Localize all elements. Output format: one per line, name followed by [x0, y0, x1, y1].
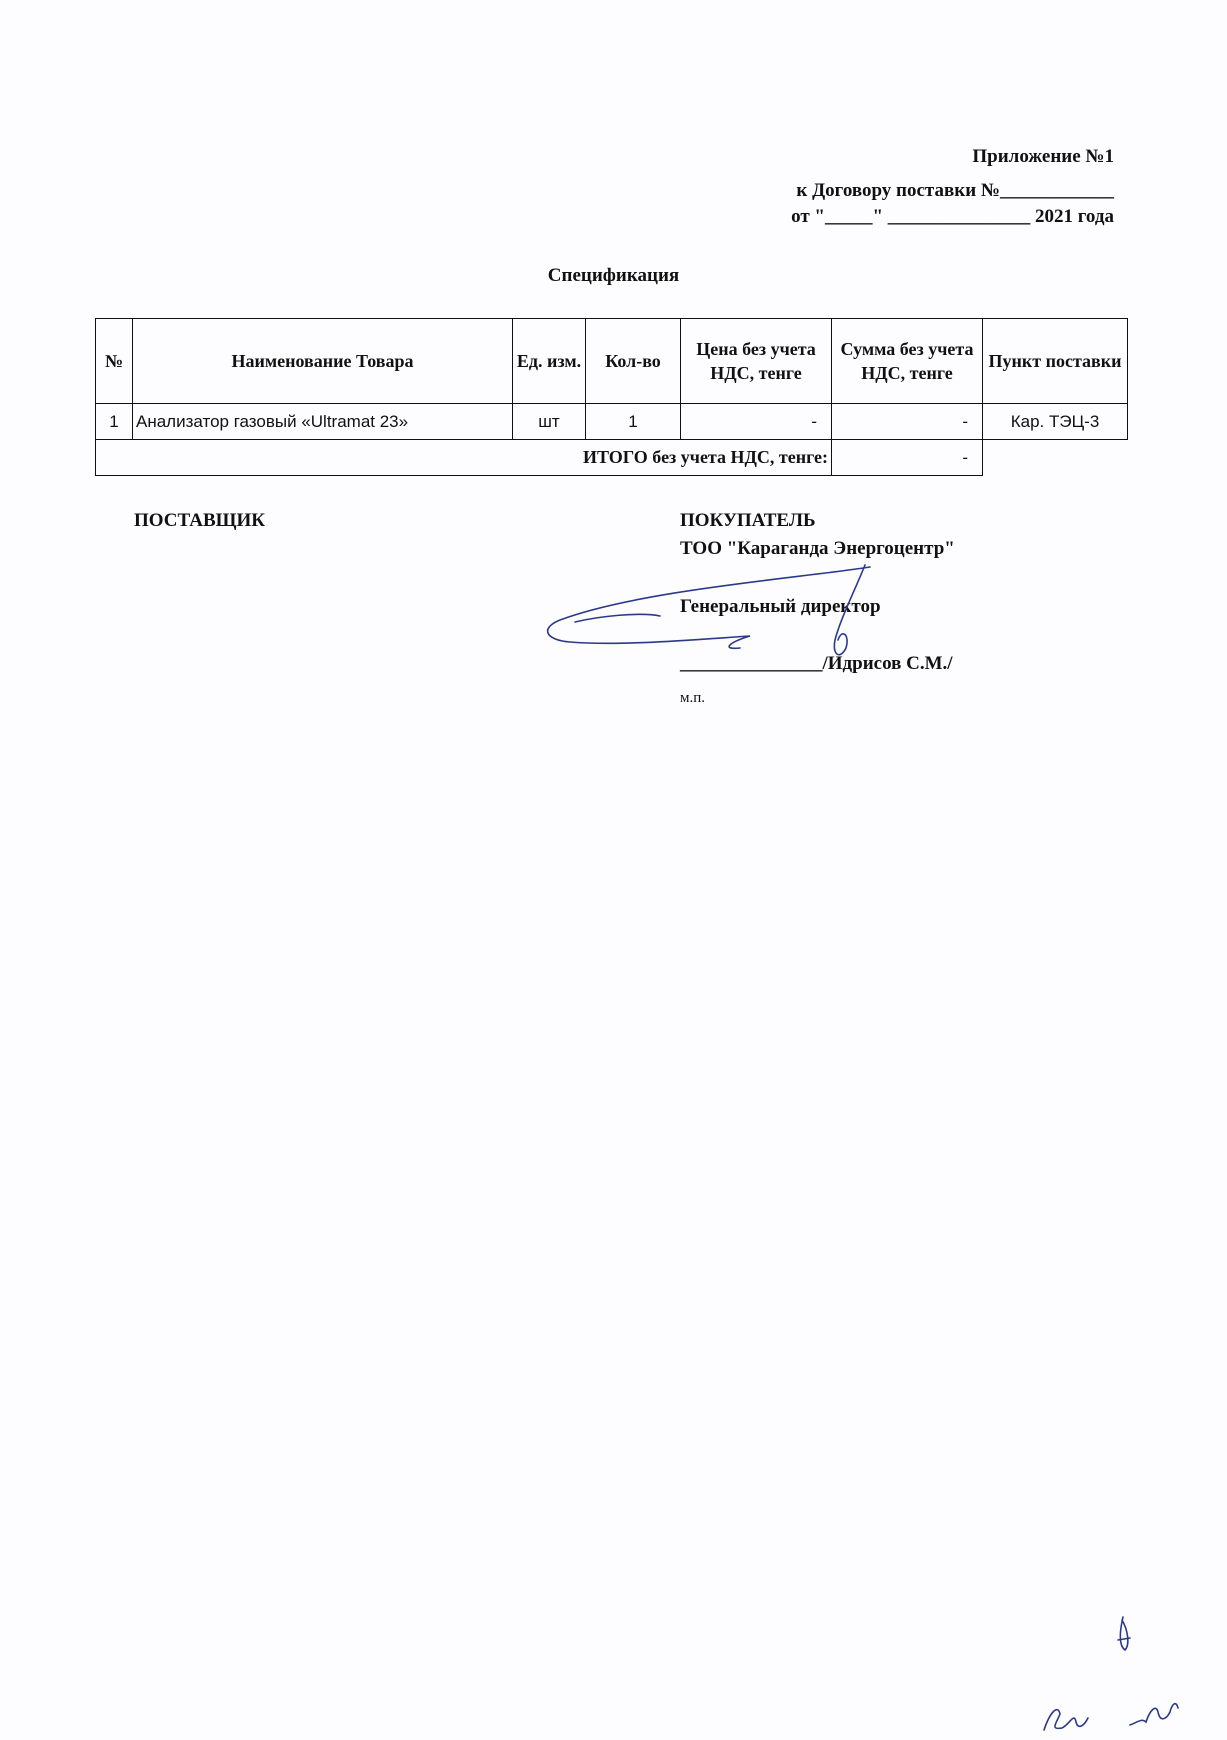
column-header-name: Наименование Товара — [133, 319, 513, 404]
total-label: ИТОГО без учета НДС, тенге: — [96, 440, 832, 476]
contract-date: от "_____" _______________ 2021 года — [791, 206, 1114, 227]
appendix-title: Приложение №1 — [972, 146, 1114, 167]
cell-delivery-point: Кар. ТЭЦ-3 — [983, 404, 1128, 440]
corner-initials-right — [1130, 1704, 1178, 1725]
corner-initials-left — [1044, 1710, 1088, 1730]
total-value: - — [832, 440, 983, 476]
stamp-label: м.п. — [680, 690, 706, 706]
cell-number: 1 — [96, 404, 133, 440]
director-signature-stroke — [834, 565, 865, 655]
column-header-sum: Сумма без учета НДС, тенге — [832, 319, 983, 404]
director-signature — [548, 567, 870, 648]
page-title: Спецификация — [547, 265, 680, 286]
cell-name: Анализатор газовый «Ultramat 23» — [133, 404, 513, 440]
director-signature-hook — [575, 614, 660, 622]
column-header-quantity: Кол-во — [586, 319, 681, 404]
column-header-unit: Ед. изм. — [513, 319, 586, 404]
buyer-signature-line: _______________/Идрисов С.М./ — [680, 653, 953, 674]
contract-reference: к Договору поставки №____________ — [796, 180, 1114, 201]
cell-unit: шт — [513, 404, 586, 440]
column-header-delivery-point: Пункт поставки — [983, 319, 1128, 404]
buyer-position: Генеральный директор — [680, 596, 881, 617]
cell-price: - — [681, 404, 832, 440]
supplier-label: ПОСТАВЩИК — [134, 510, 266, 531]
buyer-label: ПОКУПАТЕЛЬ — [680, 510, 816, 531]
cell-quantity: 1 — [586, 404, 681, 440]
corner-initial-mark — [1118, 1617, 1130, 1650]
cell-sum: - — [832, 404, 983, 440]
column-header-price: Цена без учета НДС, тенге — [681, 319, 832, 404]
buyer-company: ТОО "Караганда Энергоцентр" — [680, 538, 955, 559]
column-header-number: № — [96, 319, 133, 404]
